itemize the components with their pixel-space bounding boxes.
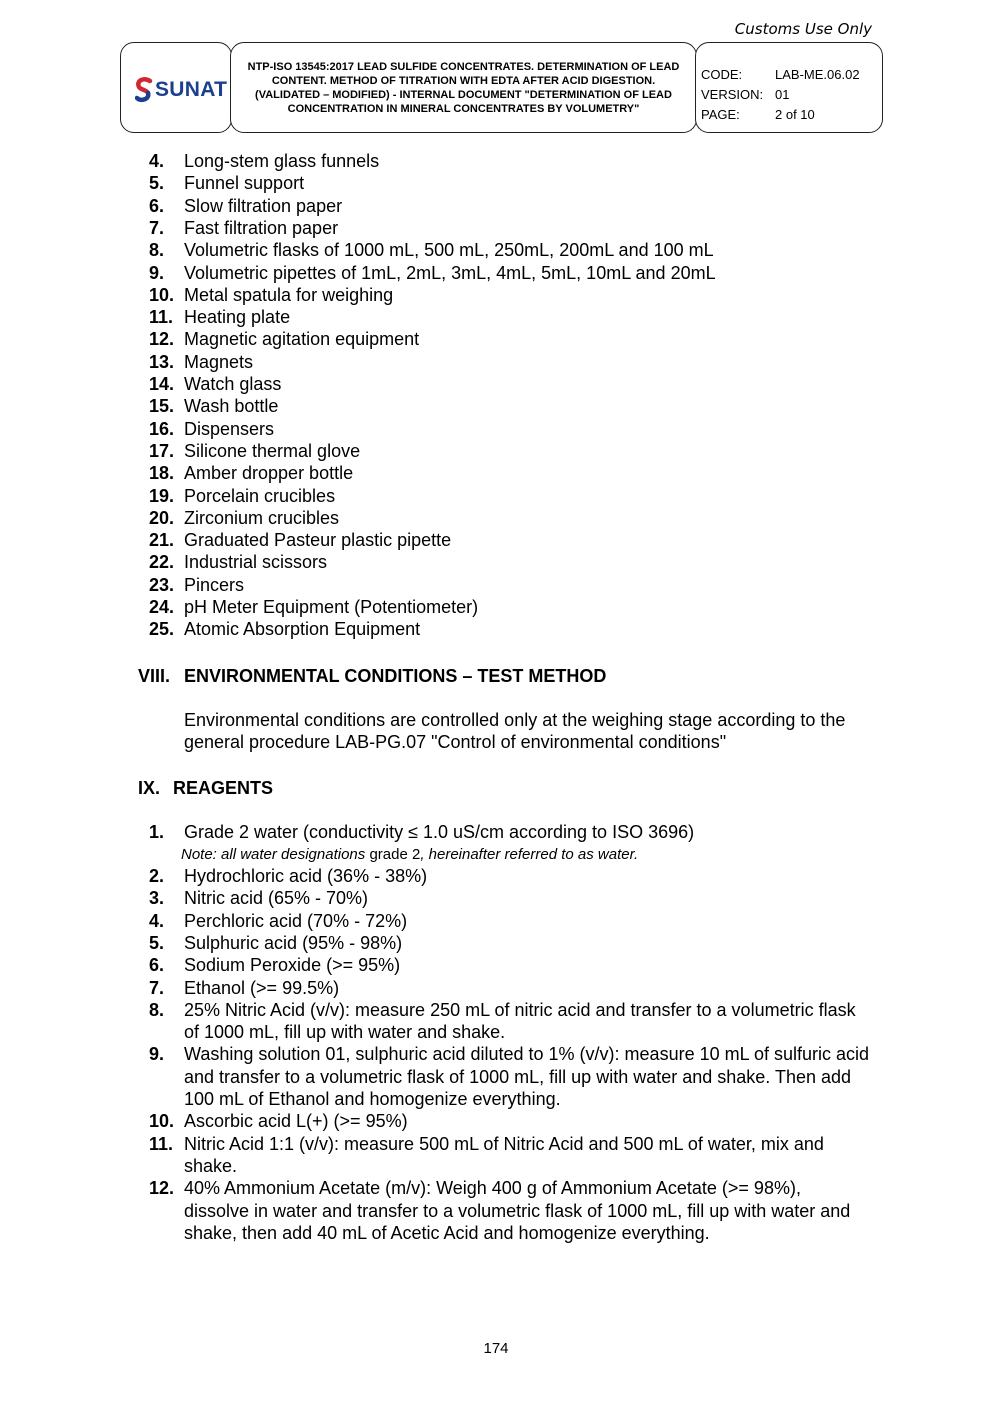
equipment-item: 25. Atomic Absorption Equipment: [149, 619, 421, 640]
equipment-item: 24. pH Meter Equipment (Potentiometer): [149, 597, 479, 617]
equipment-item: 18. Amber dropper bottle: [149, 463, 354, 484]
logo-box: [120, 42, 232, 133]
sunat-logo: [135, 77, 227, 103]
equipment-item: 4. Long-stem glass funnels: [149, 151, 380, 171]
version-value: 01: [775, 87, 790, 102]
equipment-item: 10. Metal spatula for weighing: [149, 284, 394, 305]
reagent-item: 7. Ethanol (>= 99.5%): [149, 977, 340, 998]
equipment-item: 13. Magnets: [149, 351, 254, 372]
reagent-item: 10. Ascorbic acid L(+) (>= 95%): [149, 1111, 408, 1132]
code-row: [696, 65, 882, 85]
sunat-emblem-icon: [135, 77, 153, 103]
equipment-item: 23. Pincers: [149, 574, 245, 595]
document-title-box: [230, 42, 697, 133]
equipment-item: 8. Volumetric flasks of 1000 mL, 500 mL, 250mL, 200mL and 100 mL: [149, 240, 714, 261]
equipment-item: 20. Zirconium crucibles: [149, 507, 340, 528]
reagent-note: Note: all water designations grade 2, hereinafter referred to as water.: [181, 846, 639, 863]
section-heading-reagents: IX. REAGENTS: [138, 778, 274, 798]
section-heading-environmental: VIII. ENVIRONMENTAL CONDITIONS – TEST METHOD: [138, 666, 607, 686]
reagent-item: 1. Grade 2 water (conductivity ≤ 1.0 uS/cm according to ISO 3696): [149, 822, 695, 842]
version-row: [696, 85, 882, 105]
reagent-item: 12. 40% Ammonium Acetate (m/v): Weigh 400 g of Ammonium Acetate (>= 98%), dissolve in water and transfer to a volumetric flask of 1000 mL, fill up with water and shake, then add 40 mL of Acetic Acid and homogenize everything.: [149, 1178, 851, 1243]
equipment-item: 15. Wash bottle: [149, 396, 279, 417]
code-label: CODE:: [701, 67, 743, 82]
document-code-box: [695, 42, 883, 133]
page-number: 174: [483, 1340, 509, 1357]
equipment-item: 7. Fast filtration paper: [149, 217, 339, 238]
equipment-item: 21. Graduated Pasteur plastic pipette: [149, 530, 452, 551]
reagent-item: 4. Perchloric acid (70% - 72%): [149, 910, 408, 931]
customs-use-label: Customs Use Only: [734, 20, 872, 38]
environmental-paragraph: Environmental conditions are controlled only at the weighing stage according to the general procedure LAB-PG.07 "Control of environmental conditions": [184, 710, 846, 753]
logo-text: SUNAT: [155, 78, 228, 101]
reagent-item: 9. Washing solution 01, sulphuric acid diluted to 1% (v/v): measure 10 mL of sulfuric acid and transfer to a volumetric flask of 1000 mL, fill up with water and shake. Then add 100 mL of Ethanol and homogenize everything.: [149, 1044, 869, 1110]
equipment-item: 5. Funnel support: [149, 173, 305, 194]
equipment-item: 12. Magnetic agitation equipment: [149, 329, 420, 350]
equipment-item: 11. Heating plate: [149, 307, 291, 328]
code-value: LAB-ME.06.02: [775, 67, 860, 82]
reagent-item: 6. Sodium Peroxide (>= 95%): [149, 955, 401, 976]
page-value: 2 of 10: [775, 107, 815, 122]
equipment-item: 16. Dispensers: [149, 418, 275, 439]
equipment-item: 17. Silicone thermal glove: [149, 440, 361, 461]
page-row: [696, 105, 882, 125]
equipment-item: 22. Industrial scissors: [149, 552, 328, 573]
equipment-item: 9. Volumetric pipettes of 1mL, 2mL, 3mL, 4mL, 5mL, 10mL and 20mL: [149, 262, 716, 283]
document-title: NTP-ISO 13545:2017 LEAD SULFIDE CONCENTRATES. DETERMINATION OF LEAD CONTENT. METHOD OF TITRATION WITH EDTA AFTER ACID DIGESTION. (VALIDATED – MODIFIED) - INTERNAL DOCUMENT "DETERMINATION OF LEAD CONCENTRATION IN MINERAL CONCENTRATES BY VOLUMETRY": [247, 60, 680, 115]
reagent-item: 11. Nitric Acid 1:1 (v/v): measure 500 mL of Nitric Acid and 500 mL of water, mix and shake.: [149, 1133, 824, 1176]
reagent-item: 2. Hydrochloric acid (36% - 38%): [149, 866, 428, 886]
page-label: PAGE:: [701, 107, 740, 122]
reagent-item: 5. Sulphuric acid (95% - 98%): [149, 932, 403, 953]
equipment-item: 6. Slow filtration paper: [149, 195, 343, 216]
equipment-item: 19. Porcelain crucibles: [149, 485, 336, 506]
version-label: VERSION:: [701, 87, 764, 102]
reagent-item: 8. 25% Nitric Acid (v/v): measure 250 mL of nitric acid and transfer to a volumetric flask of 1000 mL, fill up with water and shake.: [149, 999, 856, 1043]
reagent-item: 3. Nitric acid (65% - 70%): [149, 888, 369, 909]
equipment-item: 14. Watch glass: [149, 374, 282, 394]
